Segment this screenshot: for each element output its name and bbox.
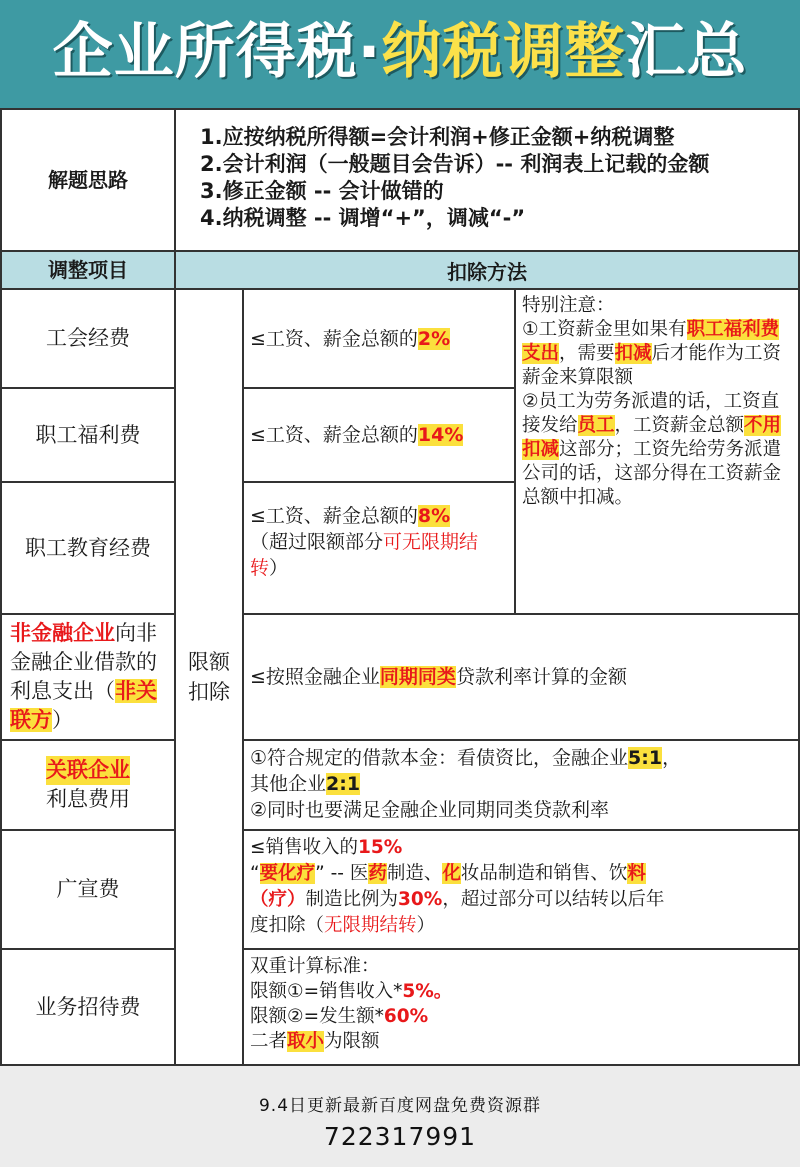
education-note-suffix: ） <box>269 557 289 579</box>
special-note-title: 特别注意： <box>522 295 615 316</box>
summary-table <box>0 108 800 1066</box>
nonfin-item-open: （ <box>94 679 115 703</box>
related-item-hl: 关联企业 <box>46 756 130 785</box>
column-header-item: 调整项目 <box>0 252 176 290</box>
item-welfare: 职工福利费 <box>0 389 176 483</box>
note-p2-c: 这部分；工资先给劳务派遣公司的话，这部分得在工资薪金总额中扣减。 <box>522 439 782 508</box>
adv-l2-a: -- 医 <box>324 863 369 884</box>
adv-l4-a: 度扣除（ <box>250 915 325 936</box>
union-rate: 2% <box>417 327 451 350</box>
nonfin-method-suffix: 贷款利率计算的金额 <box>455 666 627 688</box>
page-header <box>0 0 800 108</box>
approach-step-3: 3.修正金额 -- 会计做错的 <box>200 179 444 203</box>
column-header-method: 扣除方法 <box>176 252 800 290</box>
education-rate: 8% <box>417 505 451 527</box>
adv-l2-q1: “ <box>250 863 260 884</box>
method-welfare <box>244 389 516 483</box>
limit-deduction-label <box>176 290 244 1066</box>
footer-banner <box>0 1066 800 1167</box>
note-p1-c: 后才能作为工资薪金来算限额 <box>522 343 782 388</box>
related-line2-hl: 2:1 <box>326 773 361 795</box>
adv-l4-red: 无限期结转 <box>324 915 417 936</box>
adv-l2-e: 妆品制造和销售、饮 <box>460 863 628 884</box>
note-p2-b: ，工资薪金总额 <box>614 415 745 436</box>
adv-l4-b: ） <box>416 915 436 936</box>
approach-label: 解题思路 <box>0 110 176 252</box>
education-note-prefix: （超过限额部分 <box>250 531 384 553</box>
note-p2-a: ②员工为劳务派遣的话，工资直接发给 <box>522 391 780 436</box>
ent-l4-b: 为限额 <box>324 1031 380 1052</box>
related-line1-suffix: ， <box>662 747 682 769</box>
method-related-interest <box>244 741 800 831</box>
nonfin-item-mid: 向非金融企业借款的利息支出 <box>10 621 157 703</box>
education-note-red: 可无限期结转 <box>250 531 479 579</box>
adv-l3-a: 制造比例为 <box>305 889 399 910</box>
union-method-text: ≤工资、薪金总额的 <box>250 327 418 350</box>
special-note <box>516 290 800 615</box>
adv-l2-c: 制造、 <box>386 863 443 884</box>
method-entertainment <box>244 950 800 1066</box>
method-union-fee <box>244 290 516 389</box>
ent-l1: 双重计算标准： <box>250 956 380 977</box>
education-method-text: ≤工资、薪金总额的 <box>250 505 418 527</box>
adv-l2-d: 化 <box>442 863 461 884</box>
note-p2-hl2: 不用扣减 <box>522 415 782 460</box>
note-p1-b: ，需要 <box>559 343 615 364</box>
nonfin-method-prefix: ≤按照金融企业 <box>250 666 380 688</box>
ent-l2-prefix: 限额①=销售收入* <box>250 981 403 1002</box>
approach-step-4: 4.纳税调整 -- 调增“+”，调减“-” <box>200 206 526 230</box>
ent-l2-red: 5%。 <box>402 981 453 1002</box>
related-line1-prefix: ①符合规定的借款本金：看债资比，金融企业 <box>250 747 629 769</box>
nonfin-item-close: ） <box>52 708 73 732</box>
adv-l2-f: 料 <box>627 863 646 884</box>
item-entertainment: 业务招待费 <box>0 950 176 1066</box>
welfare-rate: 14% <box>417 424 464 446</box>
note-p1-a: ①工资薪金里如果有 <box>522 319 687 340</box>
note-p1-hl2: 扣减 <box>614 343 652 364</box>
item-union-fee: 工会经费 <box>0 290 176 389</box>
related-line3: ②同时也要满足金融企业同期同类贷款利率 <box>250 799 610 821</box>
method-education <box>244 483 516 615</box>
ent-l3-red: 60% <box>383 1006 429 1027</box>
adv-l2-hl: 要化疗 <box>259 863 316 884</box>
adv-l3-b: 30% <box>398 889 443 910</box>
title-highlight: 纳税调整 <box>381 17 626 87</box>
nonfin-item-red: 非金融企业 <box>10 621 115 645</box>
item-nonfinancial-interest <box>0 615 176 741</box>
adv-l1-prefix: ≤销售收入的 <box>250 837 359 858</box>
adv-l1-red: 15% <box>358 837 403 858</box>
item-advertising: 广宣费 <box>0 831 176 950</box>
footer-line1: 9.4日更新最新百度网盘免费资源群 <box>258 1096 542 1116</box>
note-p2-hl1: 员工 <box>577 415 615 436</box>
welfare-method-text: ≤工资、薪金总额的 <box>250 424 418 446</box>
item-education: 职工教育经费 <box>0 483 176 615</box>
adv-l2-q2: ” <box>315 863 325 884</box>
ent-l3-prefix: 限额②=发生额* <box>250 1006 384 1027</box>
nonfin-method-hl: 同期同类 <box>379 666 456 688</box>
footer-group-number: 722317991 <box>323 1122 477 1151</box>
nonfin-item-red2: 非关联方 <box>10 679 157 732</box>
adv-l3-red: （疗） <box>250 889 306 910</box>
related-item-rest: 利息费用 <box>46 787 130 811</box>
limit-deduction-line1: 限额 <box>188 650 230 674</box>
page-title <box>0 14 800 90</box>
related-line1-hl: 5:1 <box>628 747 663 769</box>
title-part2: 汇总 <box>625 17 748 87</box>
adv-l2-b: 药 <box>368 863 387 884</box>
method-nonfinancial-interest <box>244 615 800 741</box>
limit-deduction-line2: 扣除 <box>188 680 230 704</box>
adv-l3-c: ，超过部分可以结转以后年 <box>442 889 665 910</box>
approach-step-2: 2.会计利润（一般题目会告诉）-- 利润表上记载的金额 <box>200 152 710 176</box>
ent-l4-hl: 取小 <box>287 1031 325 1052</box>
approach-steps <box>176 110 800 252</box>
ent-l4-a: 二者 <box>250 1031 288 1052</box>
note-p1-hl1: 职工福利费支出 <box>522 319 780 364</box>
method-advertising <box>244 831 800 950</box>
related-line2-prefix: 其他企业 <box>250 773 327 795</box>
approach-step-1: 1.应按纳税所得额=会计利润+修正金额+纳税调整 <box>200 125 675 149</box>
title-part1: 企业所得税· <box>52 17 382 87</box>
item-related-interest <box>0 741 176 831</box>
